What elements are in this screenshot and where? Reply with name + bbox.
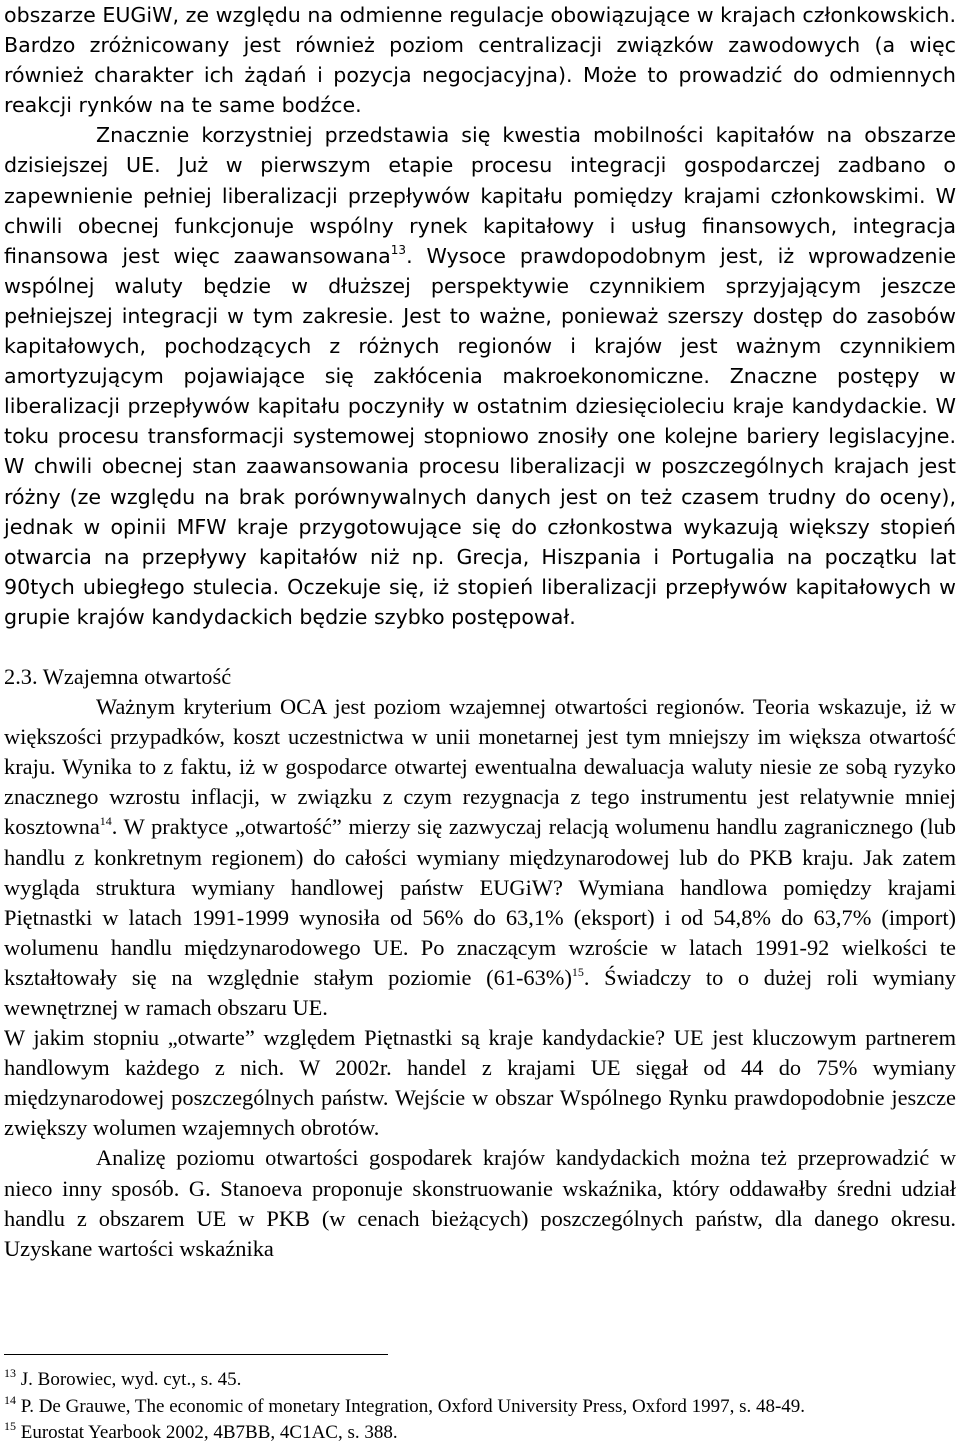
footnote-number: 14 [4,1392,16,1407]
paragraph-labor-market: obszarze EUGiW, ze względu na odmienne regulacje obowiązujące w krajach członkowskich. Bardzo zróżnicowany jest również poziom centralizacji związków zawodowych (a więc również charakter ich żądań i pozycja negocjacyjna). Może to prowadzić do odmiennych reakcji rynków na te same bodźce. [4,3,956,118]
footnote-text: Eurostat Yearbook 2002, 4B7BB, 4C1AC, s. 388. [20,1422,398,1443]
footnote-number: 13 [4,1366,16,1380]
paragraph-analysis: Analizę poziomu otwartości gospodarek krajów kandydackich można też przeprowadzić w nieco inny sposób. G. Stanoeva proponuje skonstruowanie wskaźnika, który oddawałby średni udział handlu z obszarem UE w PKB (w cenach bieżących) poszczególnych państw, dla danego okresu. Uzyskane wartości wskaźnika [4,1145,956,1261]
footnotes [4,1367,956,1447]
capital-mobility-text-2: . Wysoce prawdopodobnym jest, iż wprowadzenie wspólnej waluty będzie w dłuższej perspektywie czynnikiem sprzyjającym jeszcze pełniejszej integracji w tym zakresie. Jest to ważne, ponieważ szerszy dostęp do zasobów kapitałowych, pochodzących z różnych regionów i krajów jest ważnym czynnikiem amortyzującym pojawiające się zakłócenia makroekonomiczne. Znaczne postępy w liberalizacji przepływów kapitału poczyniły w ostatnim dziesięcioleciu kraje kandydackie. W toku procesu transformacji systemowej stopniowo znosiły one kolejne bariery legislacyjne. W chwili obecnej stan zaawansowania procesu liberalizacji w poszczególnych krajach jest różny (ze względu na brak porównywalnych danych jest on też czasem trudny do oceny), jednak w opinii MFW kraje przygotowujące się do członkostwa wykazują większy stopień otwarcia na przepływy kapitałów niż np. Grecja, Hiszpania i Portugalia na początku lat 90tych ubiegłego stulecia. Oczekuje się, iż stopień liberalizacji przepływów kapitałowych w grupie krajów kandydackich będzie szybko postępował. [4,243,956,629]
footnote-ref-15: 15 [571,964,584,979]
footnote-number: 15 [4,1419,16,1433]
footnote-ref-13: 13 [390,242,407,257]
openness-text-3: . Świadczy to o dużej roli wymiany wewnętrznej w ramach obszaru UE. [4,964,956,1020]
capital-mobility-text-1: Znacznie korzystniej przedstawia się kwestia mobilności kapitałów na obszarze dzisiejszej UE. Już w pierwszym etapie procesu integracji gospodarczej zadbano o zapewnienie pełniej liberalizacji przepływów kapitału pomiędzy krajami członkowskimi. W chwili obecnej funkcjonuje wspólny rynek kapitałowy i usług finansowych, integracja finansowa jest więc zaawansowana [4,123,956,268]
footnote [4,1394,956,1421]
openness-text-2: . W praktyce „otwartość” mierzy się zazwyczaj relacją wolumenu handlu zagranicznego (lub handlu z konkretnym regionem) do całości wymiany międzynarodowej lub do PKB kraju. Jak zatem wygląda struktura wymiany handlowej państw EUGiW? Wymiana handlowa pomiędzy krajami Piętnastki w latach 1991-1999 wynosiła od 56% do 63,1% (eksport) i od 54,8% do 63,7% (import) wolumenu handlu międzynarodowego UE. Po znaczącym wzroście w latach 1991-92 wielkości te kształtowały się na względnie stałym poziomie (61-63%) [4,814,956,990]
footnote-separator [4,1354,388,1355]
section-heading: 2.3. Wzajemna otwartość [4,663,232,689]
footnote-ref-14: 14 [99,814,112,829]
document-body [4,0,956,1264]
footnote [4,1420,956,1447]
paragraph-capital-mobility [4,120,956,632]
paragraph-candidate-openness: W jakim stopniu „otwarte” względem Piętnastki są kraje kandydackie? UE jest kluczowym partnerem handlowym każdego z nich. W 2002r. handel z krajami UE sięgał od 44 do 75% wymiany międzynarodowej poszczególnych państw. Wejście w obszar Wspólnego Rynku prawdopodobnie jeszcze zwiększy wolumen wzajemnych obrotów. [4,1025,956,1141]
footnote-text: P. De Grauwe, The economic of monetary Integration, Oxford University Press, Oxford 1997, s. 48-49. [20,1395,806,1417]
paragraph-openness [4,692,956,1023]
footnote [4,1367,956,1394]
openness-text-1: Ważnym kryterium OCA jest poziom wzajemnej otwartości regionów. Teoria wskazuje, iż w większości przypadków, koszt uczestnictwa w unii monetarnej jest tym mniejszy im większa otwartość kraju. Wynika to z faktu, iż w gospodarce otwartej ewentualna dewaluacja waluty niesie ze sobą ryzyko znacznego wzrostu inflacji, w związku z czym rezygnacja z tego instrumentu jest relatywnie mniej kosztowna [4,694,956,840]
footnote-text: J. Borowiec, wyd. cyt., s. 45. [20,1369,242,1390]
